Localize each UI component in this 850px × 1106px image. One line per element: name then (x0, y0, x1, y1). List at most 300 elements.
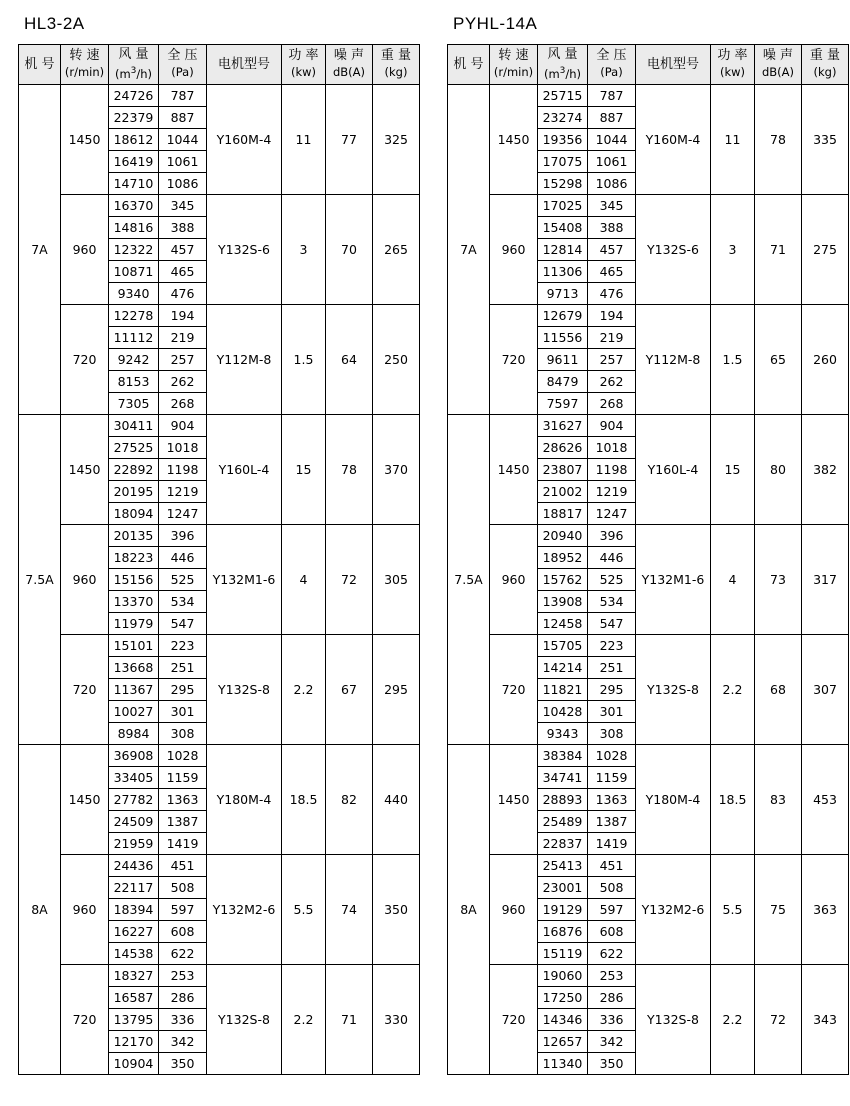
cell-flow: 12679 (538, 304, 588, 326)
cell-motor-model: Y132S-8 (207, 634, 282, 744)
cell-weight: 440 (373, 744, 420, 854)
cell-pressure: 194 (588, 304, 636, 326)
header-pressure-label: 全 压 (596, 48, 627, 64)
header-flow-label: 风 量 (118, 47, 149, 62)
cell-flow: 24436 (109, 854, 159, 876)
header-pressure-unit: (Pa) (171, 65, 194, 80)
cell-pressure: 1387 (159, 810, 207, 832)
header-weight (802, 45, 849, 85)
cell-noise: 71 (326, 964, 373, 1074)
header-speed-label: 转 速 (498, 48, 529, 64)
cell-pressure: 1247 (588, 502, 636, 524)
cell-flow: 7597 (538, 392, 588, 414)
cell-flow: 11821 (538, 678, 588, 700)
cell-flow: 10871 (109, 260, 159, 282)
cell-pressure: 1419 (588, 832, 636, 854)
cell-noise: 68 (755, 634, 802, 744)
cell-flow: 9343 (538, 722, 588, 744)
cell-flow: 27525 (109, 436, 159, 458)
cell-flow: 13668 (109, 656, 159, 678)
cell-pressure: 350 (588, 1052, 636, 1074)
cell-pressure: 465 (588, 260, 636, 282)
cell-weight: 317 (802, 524, 849, 634)
cell-flow: 12657 (538, 1030, 588, 1052)
cell-motor-model: Y132M1-6 (636, 524, 711, 634)
cell-noise: 74 (326, 854, 373, 964)
cell-pressure: 1061 (159, 150, 207, 172)
cell-weight: 350 (373, 854, 420, 964)
cell-pressure: 388 (159, 216, 207, 238)
header-power-label: 功 率 (288, 48, 319, 64)
cell-flow: 18327 (109, 964, 159, 986)
cell-flow: 18223 (109, 546, 159, 568)
cell-pressure: 887 (159, 106, 207, 128)
cell-pressure: 194 (159, 304, 207, 326)
table-title-hl3-2a: HL3-2A (24, 14, 85, 33)
cell-pressure: 262 (159, 370, 207, 392)
cell-model-no: 7.5A (19, 414, 61, 744)
cell-pressure: 336 (588, 1008, 636, 1030)
cell-flow: 14346 (538, 1008, 588, 1030)
cell-flow: 8984 (109, 722, 159, 744)
cell-power: 5.5 (711, 854, 755, 964)
header-pressure-unit: (Pa) (600, 65, 623, 80)
header-flow (538, 45, 588, 85)
cell-pressure: 457 (588, 238, 636, 260)
cell-flow: 11367 (109, 678, 159, 700)
cell-flow: 20195 (109, 480, 159, 502)
cell-power: 15 (282, 414, 326, 524)
cell-pressure: 1219 (588, 480, 636, 502)
cell-motor-model: Y132S-8 (636, 964, 711, 1074)
cell-flow: 15119 (538, 942, 588, 964)
cell-model-no: 7A (448, 84, 490, 414)
cell-pressure: 219 (588, 326, 636, 348)
cell-flow: 10904 (109, 1052, 159, 1074)
cell-flow: 17025 (538, 194, 588, 216)
cell-pressure: 1028 (588, 744, 636, 766)
cell-flow: 9611 (538, 348, 588, 370)
cell-flow: 22379 (109, 106, 159, 128)
cell-motor-model: Y112M-8 (207, 304, 282, 414)
header-noise (326, 45, 373, 85)
cell-flow: 10027 (109, 700, 159, 722)
cell-speed: 1450 (61, 414, 109, 524)
cell-model-no: 7A (19, 84, 61, 414)
cell-speed: 1450 (490, 414, 538, 524)
cell-pressure: 1061 (588, 150, 636, 172)
cell-speed: 720 (490, 964, 538, 1074)
cell-speed: 720 (61, 964, 109, 1074)
cell-weight: 275 (802, 194, 849, 304)
cell-power: 2.2 (711, 964, 755, 1074)
cell-flow: 27782 (109, 788, 159, 810)
header-flow-unit: $(m^3/h)$ (543, 66, 582, 81)
cell-pressure: 1159 (588, 766, 636, 788)
cell-noise: 72 (755, 964, 802, 1074)
header-pressure (159, 45, 207, 85)
cell-weight: 363 (802, 854, 849, 964)
table-block-hl3-2a (0, 14, 425, 1075)
cell-pressure: 547 (588, 612, 636, 634)
cell-flow: 18094 (109, 502, 159, 524)
cell-noise: 71 (755, 194, 802, 304)
cell-weight: 330 (373, 964, 420, 1074)
cell-speed: 1450 (490, 84, 538, 194)
cell-pressure: 476 (159, 282, 207, 304)
cell-noise: 80 (755, 414, 802, 524)
cell-pressure: 262 (588, 370, 636, 392)
cell-pressure: 396 (159, 524, 207, 546)
cell-flow: 20135 (109, 524, 159, 546)
cell-flow: 15762 (538, 568, 588, 590)
table-row (448, 524, 849, 546)
cell-pressure: 1018 (159, 436, 207, 458)
cell-pressure: 547 (159, 612, 207, 634)
cell-pressure: 622 (588, 942, 636, 964)
cell-pressure: 476 (588, 282, 636, 304)
cell-pressure: 1419 (159, 832, 207, 854)
cell-motor-model: Y160L-4 (207, 414, 282, 524)
cell-flow: 17075 (538, 150, 588, 172)
cell-flow: 12278 (109, 304, 159, 326)
table-row (19, 414, 420, 436)
cell-pressure: 251 (588, 656, 636, 678)
cell-flow: 22892 (109, 458, 159, 480)
header-noise-unit: dB(A) (761, 65, 795, 80)
cell-flow: 11340 (538, 1052, 588, 1074)
cell-flow: 19060 (538, 964, 588, 986)
cell-pressure: 1363 (159, 788, 207, 810)
cell-power: 4 (711, 524, 755, 634)
cell-flow: 15705 (538, 634, 588, 656)
cell-pressure: 223 (588, 634, 636, 656)
cell-flow: 15408 (538, 216, 588, 238)
cell-flow: 33405 (109, 766, 159, 788)
header-weight-unit: (kg) (813, 65, 837, 80)
cell-flow: 10428 (538, 700, 588, 722)
cell-flow: 20940 (538, 524, 588, 546)
cell-weight: 295 (373, 634, 420, 744)
cell-motor-model: Y180M-4 (636, 744, 711, 854)
cell-pressure: 1044 (588, 128, 636, 150)
cell-motor-model: Y132S-6 (207, 194, 282, 304)
header-speed-label: 转 速 (69, 48, 100, 64)
cell-pressure: 1387 (588, 810, 636, 832)
cell-speed: 960 (490, 194, 538, 304)
cell-pressure: 286 (588, 986, 636, 1008)
table-row (448, 744, 849, 766)
cell-pressure: 308 (588, 722, 636, 744)
cell-model-no: 8A (19, 744, 61, 1074)
cell-pressure: 396 (588, 524, 636, 546)
header-noise (755, 45, 802, 85)
cell-power: 15 (711, 414, 755, 524)
cell-noise: 77 (326, 84, 373, 194)
cell-flow: 25715 (538, 84, 588, 106)
cell-noise: 78 (755, 84, 802, 194)
cell-pressure: 268 (588, 392, 636, 414)
cell-power: 11 (282, 84, 326, 194)
table-row (19, 854, 420, 876)
cell-speed: 1450 (61, 84, 109, 194)
cell-flow: 21002 (538, 480, 588, 502)
cell-noise: 82 (326, 744, 373, 854)
cell-pressure: 1198 (159, 458, 207, 480)
spec-table-pyhl-14a (447, 44, 849, 1075)
cell-flow: 17250 (538, 986, 588, 1008)
tables-container (0, 14, 850, 1075)
cell-flow: 34741 (538, 766, 588, 788)
table-block-pyhl-14a (425, 14, 850, 1075)
cell-motor-model: Y132S-8 (636, 634, 711, 744)
cell-speed: 720 (61, 304, 109, 414)
header-motor: 电机型号 (207, 45, 282, 85)
cell-power: 1.5 (282, 304, 326, 414)
cell-speed: 960 (61, 524, 109, 634)
cell-flow: 13908 (538, 590, 588, 612)
header-noise-label: 噪 声 (762, 48, 794, 64)
cell-flow: 11306 (538, 260, 588, 282)
cell-pressure: 286 (159, 986, 207, 1008)
cell-flow: 18394 (109, 898, 159, 920)
header-pressure (588, 45, 636, 85)
cell-flow: 30411 (109, 414, 159, 436)
cell-flow: 36908 (109, 744, 159, 766)
table-row (19, 964, 420, 986)
cell-flow: 38384 (538, 744, 588, 766)
cell-flow: 24726 (109, 84, 159, 106)
cell-pressure: 451 (588, 854, 636, 876)
cell-speed: 1450 (61, 744, 109, 854)
cell-weight: 335 (802, 84, 849, 194)
cell-pressure: 787 (159, 84, 207, 106)
cell-pressure: 608 (159, 920, 207, 942)
cell-pressure: 336 (159, 1008, 207, 1030)
cell-weight: 370 (373, 414, 420, 524)
cell-power: 3 (282, 194, 326, 304)
cell-pressure: 534 (588, 590, 636, 612)
table-row (448, 964, 849, 986)
table-row (19, 634, 420, 656)
header-motor: 电机型号 (636, 45, 711, 85)
cell-flow: 16419 (109, 150, 159, 172)
cell-speed: 960 (61, 854, 109, 964)
header-power (282, 45, 326, 85)
cell-motor-model: Y160L-4 (636, 414, 711, 524)
header-power (711, 45, 755, 85)
cell-flow: 12814 (538, 238, 588, 260)
header-weight (373, 45, 420, 85)
cell-pressure: 345 (159, 194, 207, 216)
table-row (19, 744, 420, 766)
cell-pressure: 787 (588, 84, 636, 106)
cell-pressure: 887 (588, 106, 636, 128)
cell-pressure: 597 (588, 898, 636, 920)
cell-flow: 12322 (109, 238, 159, 260)
cell-flow: 14214 (538, 656, 588, 678)
header-flow (109, 45, 159, 85)
cell-noise: 65 (755, 304, 802, 414)
cell-pressure: 308 (159, 722, 207, 744)
cell-power: 11 (711, 84, 755, 194)
cell-flow: 23807 (538, 458, 588, 480)
cell-power: 18.5 (282, 744, 326, 854)
cell-pressure: 1028 (159, 744, 207, 766)
cell-pressure: 622 (159, 942, 207, 964)
cell-flow: 23001 (538, 876, 588, 898)
cell-flow: 7305 (109, 392, 159, 414)
cell-flow: 16370 (109, 194, 159, 216)
cell-power: 5.5 (282, 854, 326, 964)
cell-flow: 25489 (538, 810, 588, 832)
cell-pressure: 508 (588, 876, 636, 898)
cell-flow: 24509 (109, 810, 159, 832)
cell-flow: 16587 (109, 986, 159, 1008)
cell-flow: 11556 (538, 326, 588, 348)
cell-weight: 265 (373, 194, 420, 304)
cell-motor-model: Y160M-4 (636, 84, 711, 194)
cell-motor-model: Y160M-4 (207, 84, 282, 194)
cell-motor-model: Y132M2-6 (207, 854, 282, 964)
cell-pressure: 388 (588, 216, 636, 238)
cell-noise: 73 (755, 524, 802, 634)
table-title-pyhl-14a: PYHL-14A (453, 14, 538, 33)
cell-flow: 15298 (538, 172, 588, 194)
table-row (448, 194, 849, 216)
cell-pressure: 301 (588, 700, 636, 722)
table-header-row (448, 45, 849, 85)
header-model-no: 机 号 (19, 45, 61, 85)
cell-weight: 325 (373, 84, 420, 194)
cell-flow: 11112 (109, 326, 159, 348)
cell-flow: 14538 (109, 942, 159, 964)
cell-pressure: 525 (588, 568, 636, 590)
cell-motor-model: Y132M2-6 (636, 854, 711, 964)
spec-table-hl3-2a (18, 44, 420, 1075)
cell-motor-model: Y180M-4 (207, 744, 282, 854)
cell-motor-model: Y132M1-6 (207, 524, 282, 634)
header-power-unit: (kw) (719, 65, 746, 80)
cell-pressure: 1247 (159, 502, 207, 524)
cell-flow: 8479 (538, 370, 588, 392)
cell-noise: 72 (326, 524, 373, 634)
cell-flow: 25413 (538, 854, 588, 876)
cell-motor-model: Y132S-6 (636, 194, 711, 304)
cell-pressure: 1018 (588, 436, 636, 458)
header-flow-label: 风 量 (547, 47, 578, 62)
cell-pressure: 257 (159, 348, 207, 370)
cell-pressure: 257 (588, 348, 636, 370)
cell-pressure: 342 (159, 1030, 207, 1052)
cell-power: 2.2 (282, 634, 326, 744)
cell-pressure: 457 (159, 238, 207, 260)
cell-flow: 12458 (538, 612, 588, 634)
cell-flow: 22837 (538, 832, 588, 854)
cell-motor-model: Y112M-8 (636, 304, 711, 414)
cell-pressure: 534 (159, 590, 207, 612)
cell-flow: 9340 (109, 282, 159, 304)
cell-weight: 343 (802, 964, 849, 1074)
cell-flow: 15156 (109, 568, 159, 590)
cell-flow: 28626 (538, 436, 588, 458)
header-flow-unit: $(m^3/h)$ (114, 66, 153, 81)
cell-noise: 67 (326, 634, 373, 744)
cell-pressure: 1086 (159, 172, 207, 194)
cell-flow: 19129 (538, 898, 588, 920)
table-body (448, 84, 849, 1074)
cell-noise: 75 (755, 854, 802, 964)
cell-flow: 16876 (538, 920, 588, 942)
cell-pressure: 904 (159, 414, 207, 436)
cell-flow: 13795 (109, 1008, 159, 1030)
cell-pressure: 345 (588, 194, 636, 216)
cell-flow: 15101 (109, 634, 159, 656)
cell-flow: 16227 (109, 920, 159, 942)
cell-pressure: 350 (159, 1052, 207, 1074)
header-noise-label: 噪 声 (333, 48, 365, 64)
table-row (448, 414, 849, 436)
cell-flow: 18952 (538, 546, 588, 568)
cell-pressure: 253 (159, 964, 207, 986)
table-row (19, 194, 420, 216)
table-row (19, 304, 420, 326)
cell-speed: 720 (490, 304, 538, 414)
cell-pressure: 1219 (159, 480, 207, 502)
cell-pressure: 253 (588, 964, 636, 986)
cell-pressure: 465 (159, 260, 207, 282)
table-row (448, 854, 849, 876)
cell-power: 18.5 (711, 744, 755, 854)
cell-weight: 307 (802, 634, 849, 744)
cell-flow: 14710 (109, 172, 159, 194)
cell-flow: 8153 (109, 370, 159, 392)
cell-speed: 960 (490, 854, 538, 964)
cell-noise: 78 (326, 414, 373, 524)
table-row (19, 524, 420, 546)
cell-speed: 720 (61, 634, 109, 744)
header-pressure-label: 全 压 (167, 48, 198, 64)
cell-weight: 382 (802, 414, 849, 524)
header-noise-unit: dB(A) (332, 65, 366, 80)
header-weight-unit: (kg) (384, 65, 408, 80)
cell-pressure: 446 (588, 546, 636, 568)
cell-flow: 22117 (109, 876, 159, 898)
cell-power: 1.5 (711, 304, 755, 414)
cell-noise: 64 (326, 304, 373, 414)
table-row (448, 304, 849, 326)
cell-pressure: 1363 (588, 788, 636, 810)
cell-pressure: 597 (159, 898, 207, 920)
cell-pressure: 1159 (159, 766, 207, 788)
cell-flow: 14816 (109, 216, 159, 238)
cell-flow: 18817 (538, 502, 588, 524)
header-model-no: 机 号 (448, 45, 490, 85)
cell-pressure: 446 (159, 546, 207, 568)
cell-pressure: 904 (588, 414, 636, 436)
cell-power: 4 (282, 524, 326, 634)
cell-pressure: 608 (588, 920, 636, 942)
table-header-row (19, 45, 420, 85)
table-row (19, 84, 420, 106)
cell-flow: 28893 (538, 788, 588, 810)
cell-power: 2.2 (711, 634, 755, 744)
cell-flow: 18612 (109, 128, 159, 150)
header-speed-unit: (r/min) (64, 65, 105, 80)
cell-flow: 19356 (538, 128, 588, 150)
cell-weight: 453 (802, 744, 849, 854)
cell-flow: 9713 (538, 282, 588, 304)
